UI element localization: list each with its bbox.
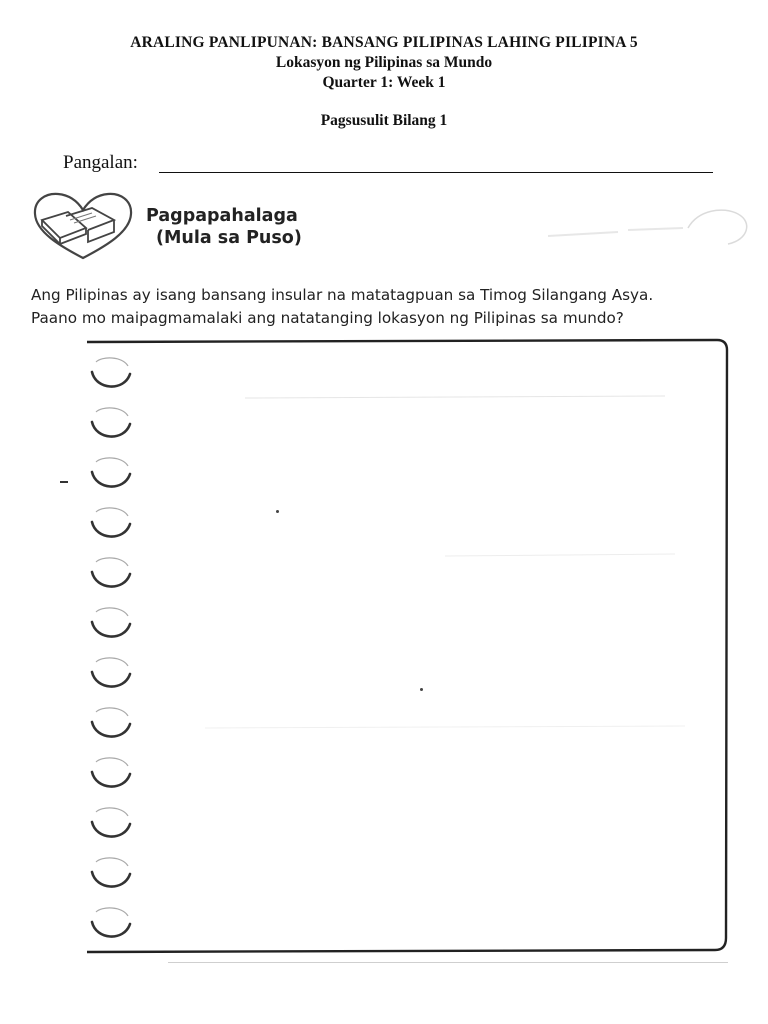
test-label: Pagsusulit Bilang 1 [320,112,448,129]
quarter-label: Quarter 1: Week 1 [322,74,446,91]
name-label: Pangalan: [63,152,138,173]
question-line-1: Ang Pilipinas ay isang bansang insular na matatagpuan sa Timog Silangang Asya. [31,286,654,304]
bottom-rule [168,962,728,963]
name-field[interactable] [63,152,715,178]
name-input-line[interactable] [159,172,713,173]
worksheet-subtitle: Lokasyon ng Pilipinas sa Mundo [275,54,493,71]
section-title-line2: (Mula sa Puso) [156,228,302,248]
stray-dot [276,510,279,513]
heart-book-icon [30,190,136,262]
stray-dot [420,688,423,691]
section-title-line1: Pagpapahalaga [146,206,298,226]
question-text [31,284,741,330]
stray-mark [60,481,68,483]
answer-box[interactable] [85,338,729,955]
worksheet-title: ARALING PANLIPUNAN: BANSANG PILIPINAS LAHING PILIPINA 5 [130,34,638,51]
faint-background-graphic [548,200,758,250]
binder-ring-icon [86,352,136,952]
section-title [146,205,302,249]
question-line-2: Paano mo maipagmamalaki ang natatanging lokasyon ng Pilipinas sa mundo? [31,309,624,327]
